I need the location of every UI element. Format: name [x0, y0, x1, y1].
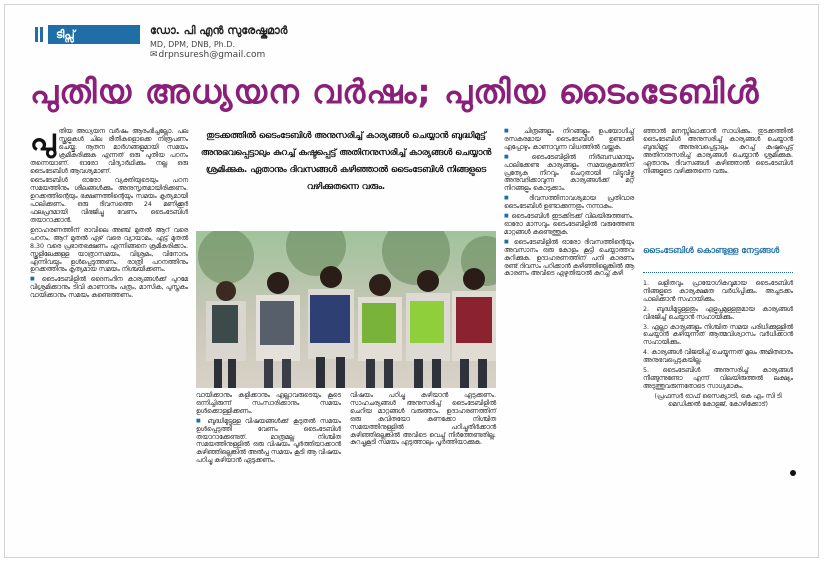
- column-3: [350, 392, 496, 449]
- col2-para-2: ■ ബുദ്ധിമുട്ടുള്ള വിഷയങ്ങൾക്ക് കൂടുതൽ സമയം ഉൾപ്പെടുത്തി വേണം ടൈംടേബിൾ തയാറാക്കേണ്ടത്. മാത്രമല്ല നിശ്ചിത സമയത്തിനുള്ളിൽ ഒരു വിഷയം പൂർത്തിയാക്കാൻ കഴിഞ്ഞില്ലെങ്കിൽ അൽപ്പ സമയം കൂടി ആ വിഷയം പഠിച്ചു കഴിയാൻ ഏടുക്കണം.: [196, 418, 341, 465]
- col5-para-1: ഞ്ഞാൽ മനസ്സിലാക്കാൻ സാധിക്കും. തുടക്കത്തിൽ ടൈംടേബിൾ അനുസരിച്ച് കാര്യങ്ങൾ ചെയ്യാൻ ബുദ്ധിമുട്ട് അനുഭവപ്പെട്ടാലും കുറച്ച് കഷ്ടപ്പെട്ട് അതിനനുസരിച്ച് കാര്യങ്ങൾ ചെയ്യാൻ ശ്രമിക്കുക. ഏതാനും ദിവസങ്ങൾ കഴിഞ്ഞാൽ ടൈംടേബിൾ നിങ്ങളുടെ വഴിക്കുതന്നെ വരും.: [643, 128, 793, 175]
- dropcap: പു: [30, 123, 56, 158]
- email-icon: ✉: [150, 50, 158, 60]
- col1-para-3: ഉദാഹരണത്തിന് രാവിലെ അഞ്ച് മുതൽ ആറ് വരെ പഠനം, ആറ് മുതൽ ഏഴ് വരെ വ്യായാമം, എട്ട് മുതൽ 8.30 വരെ പ്രഭാതഭക്ഷണം എന്നിങ്ങനെ ക്രമീകരിക്കാം. സ്കൂളിലേക്കുള്ള യാത്രാസമയം, വിശ്രമം, വിനോദം എന്നിവയും ഉൾപ്പെടുത്തണം. രാത്രി പഠനത്തിനും ഉറക്കത്തിനും കൃത്യമായ സമയം നിശ്ചയിക്കണം.: [30, 226, 188, 274]
- col2-para-1: വായിക്കാനും കളിക്കാനും എല്ലാവരുടെയും കൂടെ ഒന്നിച്ചിരുന്ന് സംസാരിക്കാനും സമയം ഉൾക്കൊള്ളിക്കണം.: [196, 392, 341, 415]
- col1-para-1: തിയ അധ്യയന വർഷം ആരംഭിച്ചല്ലോ. പല സ്കൂളുകൾ ചില രീതികളൊക്കെ നിരൂപണം ചെയ്തു. നൂതന മാർഗങ്ങളുമായി സമയം ക്രമീകരിക്കുക എന്നത് ഒരു പുതിയ പഠനം തന്നെയാണ്. ഓരോ വിദ്യാർഥിക്കും നല്ല ഒരു ടൈംടേബിൾ ആവശ്യമാണ്.: [30, 128, 188, 175]
- schoolchildren-photo-icon: [196, 231, 496, 388]
- email-text: drpnsuresh@gmail.com: [158, 50, 266, 60]
- col1-para-2: ടൈംടേബിൾ ഓരോ വ്യക്തിയുടെയും പഠന സമയത്തിനും ശീലങ്ങൾക്കും അനുസൃതമായിരിക്കണം. ഉറക്കത്തിന്റെയും ഭക്ഷണത്തിന്റെയും സമയം കൃത്യമായി പാലിക്കണം. ഒരു ദിവസത്തെ 24 മണിക്കൂർ ഫലപ്രദമായി വിഭജിച്ചു വേണം ടൈംടേബിൾ തയാറാക്കാൻ.: [30, 177, 188, 224]
- section-marker-icon: [35, 27, 43, 42]
- benefit-item: 3. എല്ലാ കാര്യങ്ങളും നിശ്ചിത സമയ പരിധിക്കുള്ളിൽ ചെയ്യാൻ കഴിയുന്നത് ആത്മവിശ്വാസം വർധിക്കാൻ സഹായിക്കും.: [643, 323, 793, 347]
- benefit-item: 5. ടൈംടേബിൾ അനുസരിച്ച് കാര്യങ്ങൾ നീങ്ങുന്നുണ്ടോ എന്ന് വിലയിരുത്തൽ ലക്ഷ്യം അടുത്തുവരുന്നതോടെ സാധ്യമാകും.: [643, 367, 793, 390]
- col4-bullet-1: ■ ചിത്രങ്ങളും നിറങ്ങളും ഉപയോഗിച്ച് രസകരമായ ടൈംടേബിൾ ഉണ്ടാക്കി എപ്പോഴും കാണാവുന്ന വിധത്തിൽ വയ്ക്കുക.: [504, 128, 634, 152]
- author-credentials: MD, DPM, DNB, Ph.D.: [150, 40, 235, 49]
- heading-divider: [643, 272, 793, 273]
- column-2: [196, 392, 341, 467]
- col1-para-4: ■ ടൈംടേബിളിൽ ദൈനംദിന കാര്യങ്ങൾക്ക് പുറമേ വിശ്രമിക്കാനും ടിവി കാണാനും പത്രം, മാസിക, പുസ്തകം വായിക്കാനും സമയം കണ്ടെത്തണം.: [30, 276, 188, 300]
- column-5: [643, 128, 793, 177]
- benefit-item: 4. കാര്യങ്ങൾ വിജയിച്ച് ചെയ്യുന്നത് മൂലം അമിതഭാരം അനുഭവപ്പെടുകയില്ല.: [643, 349, 793, 365]
- column-4: [504, 128, 634, 280]
- author-email: [150, 50, 265, 60]
- col4-bullet-5: ■ ടൈംടേബിളിൽ ഓരോ ദിവസത്തിന്റെയും അവസാനം ഒരു കോളം കൂട്ടി ചെയ്യാത്തവ കുറിക്കുക. ഉദാഹരണത്തിന് പനി കാരണം രണ്ട് ദിവസം പഠിക്കാൻ കഴിഞ്ഞില്ലെങ്കിൽ ആ കാരണം അവിടെ എഴുതിയാൽ കുറച്ച് കഴി: [504, 239, 634, 279]
- benefits-list: [643, 280, 793, 411]
- pull-quote: തുടക്കത്തിൽ ടൈംടേബിൾ അനുസരിച്ച് കാര്യങ്ങൾ ചെയ്യാൻ ബുദ്ധിമുട്ട് അനുഭവപ്പെട്ടാലും കുറച്ച് കഷ്ടപ്പെട്ട് അതിനനുസരിച്ച് കാര്യങ്ങൾ ചെയ്യാൻ ശ്രമിക്കുക. ഏതാനും ദിവസങ്ങൾ കഴിഞ്ഞാൽ ടൈംടേബിൾ നിങ്ങളുടെ വഴിക്കുതന്നെ വരും.: [200, 131, 492, 192]
- end-mark-icon: [790, 470, 796, 476]
- benefit-item: 2. ബുദ്ധിമുട്ടുള്ളതും എളുപ്പമുള്ളതുമായ കാര്യങ്ങൾ വിഭജിച്ച് ചെയ്യാൻ സഹായിക്കും.: [643, 305, 793, 321]
- col4-bullet-3: ■ ദിവസത്തിനാവശ്യമായ പ്രതിവാര ടൈംടേബിൾ ഉണ്ടാക്കുന്നതും നന്നാകും.: [504, 195, 634, 211]
- author-name: ഡോ. പി എൻ സുരേഷ്കുമാർ: [150, 24, 288, 37]
- section-tag: ടിപ്സ്: [48, 25, 140, 44]
- col4-bullet-2: ■ ടൈംടേബിളിൽ നിർബന്ധമായും പാലിക്കേണ്ട കാര്യങ്ങളും സമയക്രമത്തിന് പ്രത്യേക നിറവും ചെറുതായി വിട്ടുവീഴ്ച അനുവദിക്കാവുന്ന കാര്യങ്ങൾക്ക് മറ്റ് നിറങ്ങളും കൊടുക്കാം.: [504, 154, 634, 194]
- column-1: [30, 123, 188, 302]
- page-title: പുതിയ അധ്യയന വർഷം; പുതിയ ടൈംടേബിൾ: [30, 72, 760, 111]
- col4-bullet-4: ■ ടൈംടേബിൾ ഇടക്കിടക്ക് വിലയിരുത്തണം. ഓരോ മാസവും ടൈംടേബിളിൽ വരുത്തേണ്ട മാറ്റങ്ങൾ കണ്ടെത്തുക.: [504, 213, 634, 237]
- col3-para-1: വിഷയം പഠിച്ചു കഴിയാൻ ഏടുക്കണം. സാഹചര്യങ്ങൾ അനുസരിച്ച് ടൈംടേബിളിൽ ചെറിയ മാറ്റങ്ങൾ വരുത്താം. ഉദാഹരണത്തിന് ഒരു കവിതയോ കണക്കോ നിശ്ചിത സമയത്തിനുള്ളിൽ പഠിച്ചുതീർക്കാൻ കഴിഞ്ഞില്ലെങ്കിൽ അവിടെ വെച്ച് നിർത്തേണ്ടതില്ല. കുറച്ചുകൂടി സമയം എടുത്താലും പൂർത്തിയാക്കുക.: [350, 392, 496, 447]
- author-affiliation: (പ്രഫസർ ഓഫ് സൈക്യാട്രി, കെ എം സി ടി മെഡിക്കൽ കോളജ്, കോഴിക്കോട്): [654, 392, 782, 408]
- benefits-heading: ടൈംടേബിൾ കൊണ്ടുള്ള നേട്ടങ്ങൾ: [643, 246, 780, 256]
- benefit-item: 1. ലളിതവും പ്രായോഗികവുമായ ടൈംടേബിൾ നിങ്ങളുടെ കാര്യക്ഷമത വർധിപ്പിക്കും. അച്ചടക്കം പാലിക്കാൻ സഹായിക്കും.: [643, 280, 793, 303]
